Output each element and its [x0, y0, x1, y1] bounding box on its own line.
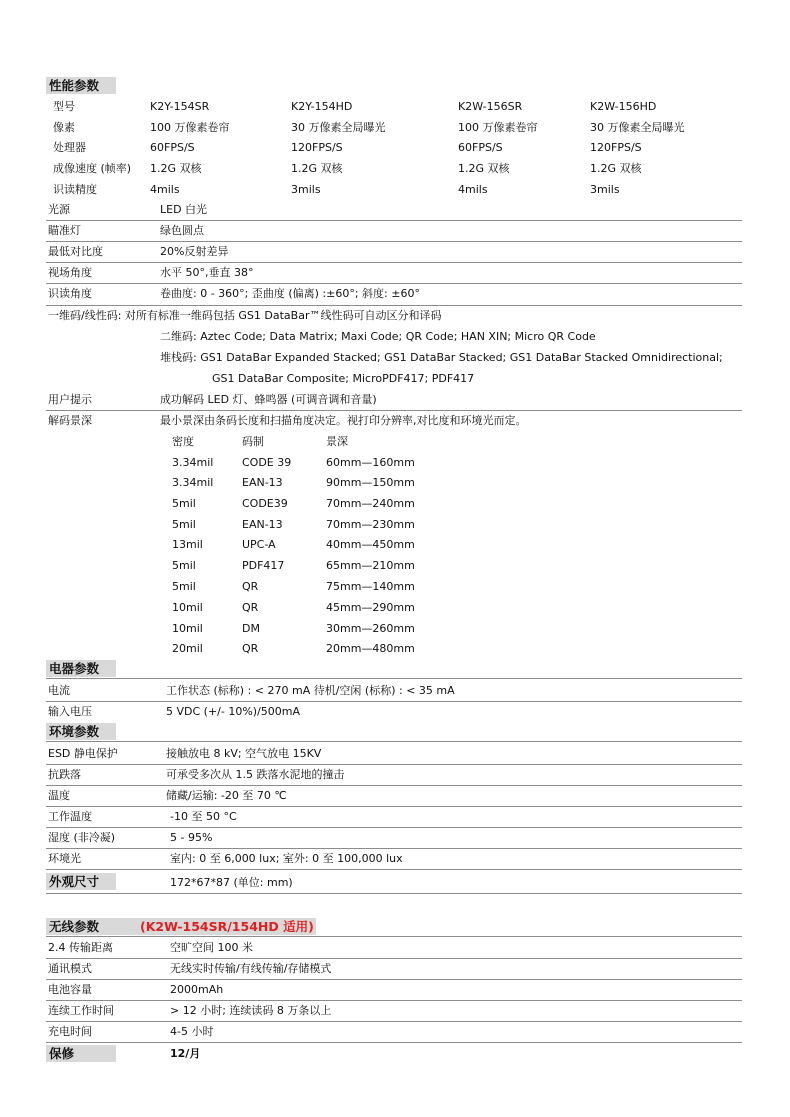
perf-header-cell: K2W-156SR [458, 100, 523, 113]
spec-value: 水平 50°,垂直 38° [160, 266, 254, 279]
depth-header-cell: 码制 [242, 435, 264, 448]
divider [46, 827, 742, 828]
perf-cell: 100 万像素卷帘 [150, 121, 230, 134]
env-value: 5 - 95% [170, 831, 213, 844]
env-label: 湿度 (非冷凝) [48, 831, 116, 844]
wireless-value: 4-5 小时 [170, 1025, 214, 1038]
env-label: 环境光 [48, 852, 81, 865]
env-label: 温度 [48, 789, 70, 802]
depth-cell: 75mm—140mm [326, 580, 415, 593]
perf-cell: 像素 [53, 121, 75, 134]
depth-cell: EAN-13 [242, 476, 283, 489]
depth-cell: 5mil [172, 497, 196, 510]
wireless-label: 2.4 传输距离 [48, 941, 113, 954]
depth-cell: 30mm—260mm [326, 622, 415, 635]
perf-cell: 1.2G 双核 [150, 162, 202, 175]
env-value: 接触放电 8 kV; 空气放电 15KV [166, 747, 322, 760]
barcode-2d: 二维码: Aztec Code; Data Matrix; Maxi Code; QR Code; HAN XIN; Micro QR Code [160, 330, 596, 343]
depth-cell: 70mm—230mm [326, 518, 415, 531]
perf-header-cell: K2W-156HD [590, 100, 657, 113]
perf-title: 性能参数 [49, 78, 100, 93]
perf-cell: 60FPS/S [150, 141, 195, 154]
divider [46, 701, 742, 702]
env-value: 可承受多次从 1.5 跌落水泥地的撞击 [166, 768, 345, 781]
perf-cell: 100 万像素卷帘 [458, 121, 538, 134]
spec-label: 光源 [48, 203, 70, 216]
depth-cell: 5mil [172, 559, 196, 572]
warranty-title: 保修 [49, 1046, 75, 1061]
depth-cell: 60mm—160mm [326, 456, 415, 469]
perf-cell: 1.2G 双核 [590, 162, 642, 175]
spec-label: 视场角度 [48, 266, 92, 279]
env-label: 工作温度 [48, 810, 92, 823]
perf-cell: 3mils [291, 183, 321, 196]
electrical-value: 工作状态 (标称) : < 270 mA 待机/空闲 (标称) : < 35 mA [166, 684, 455, 697]
perf-cell: 1.2G 双核 [291, 162, 343, 175]
divider [46, 741, 742, 742]
divider [46, 869, 742, 870]
perf-cell: 1.2G 双核 [458, 162, 510, 175]
spec-value: 卷曲度: 0 - 360°; 歪曲度 (偏离) :±60°; 斜度: ±60° [160, 287, 420, 300]
divider [46, 785, 742, 786]
divider [46, 958, 742, 959]
perf-cell: 30 万像素全局曝光 [590, 121, 685, 134]
perf-cell: 60FPS/S [458, 141, 503, 154]
divider [46, 936, 742, 937]
wireless-value: 2000mAh [170, 983, 224, 996]
divider [46, 1021, 742, 1022]
decode-depth-label: 解码景深 [48, 414, 92, 427]
depth-cell: 20mil [172, 642, 203, 655]
depth-cell: 5mil [172, 580, 196, 593]
perf-cell: 120FPS/S [590, 141, 642, 154]
env-value: -10 至 50 °C [170, 810, 237, 823]
depth-cell: 10mil [172, 622, 203, 635]
divider [46, 848, 742, 849]
dimension-title: 外观尺寸 [49, 874, 100, 889]
barcode-1d: 一维码/线性码: 对所有标准一维码包括 GS1 DataBar™线性码可自动区分和译码 [48, 309, 442, 322]
wireless-label: 连续工作时间 [48, 1004, 114, 1017]
depth-cell: 40mm—450mm [326, 538, 415, 551]
perf-header-cell: 型号 [53, 100, 75, 113]
wireless-value: > 12 小时; 连续读码 8 万条以上 [170, 1004, 332, 1017]
perf-cell: 成像速度 (帧率) [53, 162, 132, 175]
spec-value: 20%反射差异 [160, 245, 229, 258]
depth-cell: 45mm—290mm [326, 601, 415, 614]
depth-cell: 65mm—210mm [326, 559, 415, 572]
perf-cell: 4mils [150, 183, 180, 196]
perf-header-cell: K2Y-154SR [150, 100, 210, 113]
warranty-value: 12/月 [170, 1047, 201, 1060]
depth-cell: 3.34mil [172, 476, 214, 489]
depth-cell: 3.34mil [172, 456, 214, 469]
wireless-title: 无线参数 [49, 919, 100, 934]
divider [46, 678, 742, 679]
depth-header-cell: 景深 [326, 435, 348, 448]
depth-cell: EAN-13 [242, 518, 283, 531]
wireless-label: 通讯模式 [48, 962, 92, 975]
environment-title: 环境参数 [49, 724, 100, 739]
divider [46, 979, 742, 980]
perf-header-cell: K2Y-154HD [291, 100, 353, 113]
spec-label: 最低对比度 [48, 245, 103, 258]
electrical-value: 5 VDC (+/- 10%)/500mA [166, 705, 301, 718]
divider [46, 764, 742, 765]
barcode-stacked: 堆栈码: GS1 DataBar Expanded Stacked; GS1 DataBar Stacked; GS1 DataBar Stacked Omnidirectional; [160, 351, 723, 364]
depth-cell: 13mil [172, 538, 203, 551]
perf-cell: 4mils [458, 183, 488, 196]
divider [46, 893, 742, 894]
spec-label: 识读角度 [48, 287, 92, 300]
depth-cell: 10mil [172, 601, 203, 614]
divider [46, 1042, 742, 1043]
wireless-label: 充电时间 [48, 1025, 92, 1038]
dimension-value: 172*67*87 (单位: mm) [170, 876, 293, 889]
depth-cell: 70mm—240mm [326, 497, 415, 510]
env-value: 室内: 0 至 6,000 lux; 室外: 0 至 100,000 lux [170, 852, 403, 865]
wireless-value: 无线实时传输/有线传输/存储模式 [170, 962, 332, 975]
wireless-value: 空旷空间 100 米 [170, 941, 253, 954]
spec-value: LED 白光 [160, 203, 208, 216]
electrical-label: 电流 [48, 684, 70, 697]
depth-cell: 90mm—150mm [326, 476, 415, 489]
spec-label: 瞄准灯 [48, 224, 81, 237]
divider [46, 305, 742, 306]
env-value: 储藏/运输: -20 至 70 ℃ [166, 789, 287, 802]
divider [46, 262, 742, 263]
env-label: ESD 静电保护 [48, 747, 118, 760]
perf-cell: 3mils [590, 183, 620, 196]
depth-cell: QR [242, 642, 259, 655]
decode-depth-desc: 最小景深由条码长度和扫描角度决定。视打印分辨率,对比度和环境光而定。 [160, 414, 527, 427]
depth-cell: PDF417 [242, 559, 285, 572]
depth-header-cell: 密度 [172, 435, 194, 448]
depth-cell: DM [242, 622, 260, 635]
depth-cell: 20mm—480mm [326, 642, 415, 655]
electrical-label: 输入电压 [48, 705, 92, 718]
perf-cell: 30 万像素全局曝光 [291, 121, 386, 134]
divider [46, 410, 742, 411]
depth-cell: QR [242, 580, 259, 593]
perf-cell: 识读精度 [53, 183, 97, 196]
user-prompt-label: 用户提示 [48, 393, 92, 406]
wireless-label: 电池容量 [48, 983, 92, 996]
depth-cell: QR [242, 601, 259, 614]
divider [46, 241, 742, 242]
wireless-note: (K2W-154SR/154HD 适用) [140, 919, 314, 934]
perf-cell: 处理器 [53, 141, 86, 154]
divider [46, 283, 742, 284]
env-label: 抗跌落 [48, 768, 81, 781]
barcode-stacked-cont: GS1 DataBar Composite; MicroPDF417; PDF417 [212, 372, 475, 385]
user-prompt-value: 成功解码 LED 灯、蜂鸣器 (可调音调和音量) [160, 393, 377, 406]
divider [46, 220, 742, 221]
depth-cell: UPC-A [242, 538, 276, 551]
depth-cell: CODE39 [242, 497, 288, 510]
spec-value: 绿色圆点 [160, 224, 204, 237]
perf-cell: 120FPS/S [291, 141, 343, 154]
depth-cell: CODE 39 [242, 456, 292, 469]
electrical-title: 电器参数 [49, 661, 100, 676]
divider [46, 1000, 742, 1001]
depth-cell: 5mil [172, 518, 196, 531]
divider [46, 806, 742, 807]
